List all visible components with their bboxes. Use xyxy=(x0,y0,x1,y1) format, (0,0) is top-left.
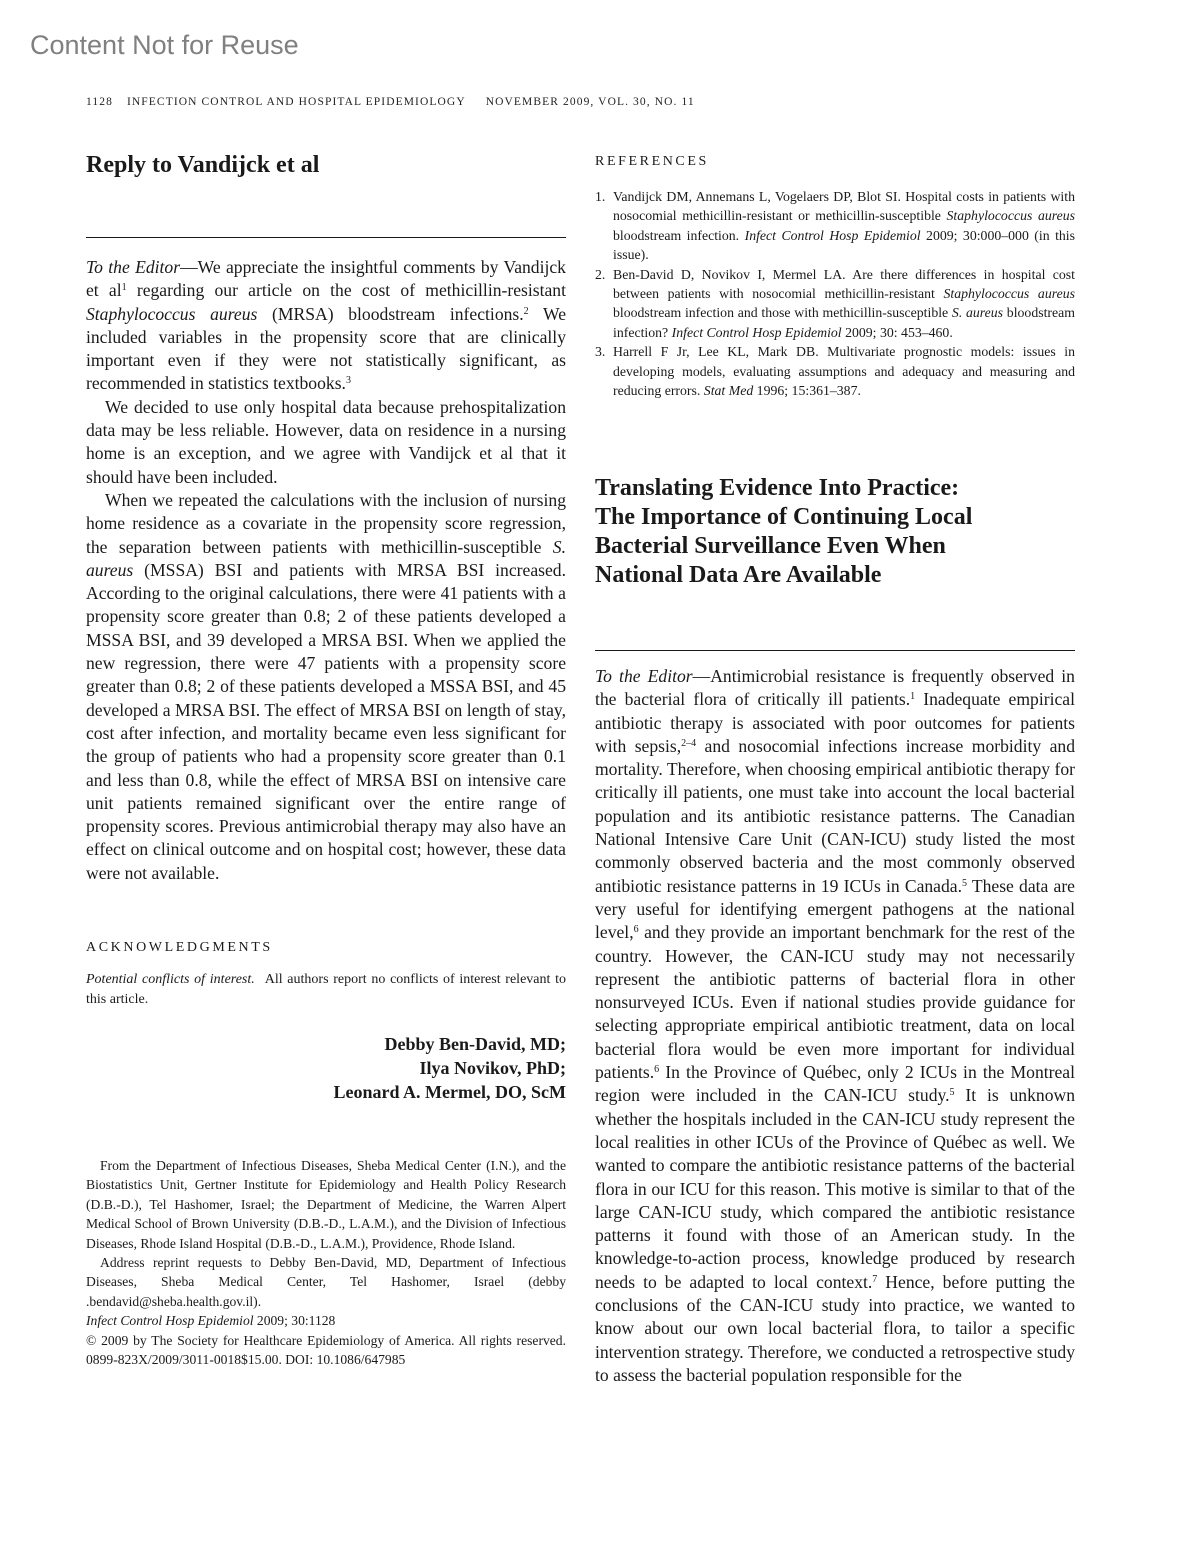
author: Leonard A. Mermel, DO, ScM xyxy=(333,1082,566,1102)
citation-ref: 2 xyxy=(523,305,529,317)
citation-ref: 6 xyxy=(633,924,639,936)
watermark: Content Not for Reuse xyxy=(30,30,299,60)
citation-ref: 6 xyxy=(654,1064,660,1076)
letter1-paragraph-3: When we repeated the calculations with the inclusion of nursing home residence as a covariate in the propensity score regression, the separation between patients with methicillin-susceptible S. aureus (MSSA) BSI and patients with MRSA BSI increased. According to the original calculations, there were 41 patients with a propensity score greater than 0.8; 2 of these patients developed a MSSA BSI, and 39 developed a MRSA BSI. When we applied the new regression, there were 47 patients with a propensity score greater than 0.8; 2 of these patients developed a MSSA BSI, and 45 developed a MRSA BSI. The effect of MRSA BSI on length of stay, cost after infection, and mortality became even less significant for the group of patients who had a propensity score greater than 0.1 and less than 0.8, while the effect of MRSA BSI on intensive care unit patients remained significant over the entire range of propensity scores. Previous antimicrobial therapy may also have an effect on clinical outcome and on hospital cost; however, these data were not available. xyxy=(86,489,566,883)
salutation: To the Editor xyxy=(595,666,693,686)
author: Ilya Novikov, PhD; xyxy=(419,1058,566,1078)
author-list xyxy=(86,1032,566,1104)
letter1-body xyxy=(86,256,566,885)
page-number: 1128 xyxy=(86,96,113,108)
citation-ref: 1 xyxy=(121,282,127,294)
author: Debby Ben-David, MD; xyxy=(384,1034,566,1054)
title-divider-left xyxy=(86,237,566,238)
reference-item: 3. Harrell F Jr, Lee KL, Mark DB. Multivariate prognostic models: issues in developing models, evaluating assumptions and adequacy and measuring and reducing errors. Stat Med 1996; 15:361–387. xyxy=(595,344,1075,399)
citation-ref: 3 xyxy=(345,375,351,387)
letter1-paragraph-1: To the Editor—We appreciate the insightful comments by Vandijck et $al^1$ regarding our article on the cost of methicillin-resistant Staphylococcus aureus (MRSA) bloodstream infections.$^2$ We included variables in the propensity score that are clinically important even if they were not statistically significant, as recommended in statistics textbooks.$^3$ xyxy=(86,257,567,394)
salutation: To the Editor xyxy=(86,257,181,277)
letter1-title: Reply to Vandijck et al xyxy=(86,152,320,178)
copyright: © 2009 by The Society for Healthcare Epidemiology of America. All rights reserved. 0899-823X/2009/3011-0018$15.00. DOI: 10.1086/647985 xyxy=(86,1332,566,1368)
running-head xyxy=(86,96,1086,108)
citation-ref: 7 xyxy=(872,1273,878,1285)
journal-name: INFECTION CONTROL AND HOSPITAL EPIDEMIOLOGY xyxy=(126,96,466,108)
issue-info: NOVEMBER 2009, VOL. 30, NO. 11 xyxy=(485,96,695,108)
citation-ref: 5 xyxy=(962,877,967,889)
citation-ref: 2–4 xyxy=(681,737,697,749)
reference-list xyxy=(595,187,1075,400)
letter1-paragraph-2: We decided to use only hospital data because prehospitalization data may be less reliable. However, data on residence in a nursing home is an exception, and we agree with Vandijck et al that it should have been included. xyxy=(86,396,566,487)
acknowledgments-text: Potential conflicts of interest. All authors report no conflicts of interest relevant to this article. xyxy=(86,972,566,1007)
letter2-body xyxy=(595,665,1075,1387)
title-divider-right xyxy=(595,650,1075,651)
citation-line: Infect Control Hosp Epidemiol 2009; 30:1128 xyxy=(86,1313,336,1329)
reference-item: 2. Ben-David D, Novikov I, Mermel LA. Are there differences in hospital cost between patients with nosocomial methicillin-resistant Staphylococcus aureus bloodstream infection and those with methicillin-susceptible S. aureus bloodstream infection? Infect Control Hosp Epidemiol 2009; 30: 453–460. xyxy=(595,266,1076,340)
citation-ref: 5 xyxy=(949,1087,955,1099)
acknowledgments-heading: ACKNOWLEDGMENTS xyxy=(86,940,273,955)
references-heading: REFERENCES xyxy=(595,154,709,169)
affiliation-block xyxy=(86,1156,566,1369)
affiliation: From the Department of Infectious Diseases, Sheba Medical Center (I.N.), and the Biostatistics Unit, Gertner Institute for Epidemiology and Health Policy Research (D.B.-D.), Tel Hashomer, Israel; the Department of Medicine, the Warren Alpert Medical School of Brown University (D.B.-D., L.A.M.), and the Division of Infectious Diseases, Rhode Island Hospital (D.B.-D., L.A.M.), Providence, Rhode Island. xyxy=(86,1158,566,1251)
letter2-paragraph-1: To the Editor—Antimicrobial resistance is frequently observed in the bacterial flora of critically ill patients.$^1$ Inadequate empirical antibiotic therapy is associated with poor outcomes for patients with sepsis,$^{2-4}$ and nosocomial infections increase morbidity and mortality. Therefore, when choosing empirical antibiotic therapy for critically ill patients, one must take into account the local bacterial population and its antibiotic resistance patterns. The Canadian National Intensive Care Unit (CAN-ICU) study listed the most commonly observed bacteria and the most commonly observed antibiotic resistance patterns in 19 ICUs in Canada.$^5$ These data are very useful for identifying emergent pathogens at the national level,$^6$ and they provide an important benchmark for the rest of the country. However, the CAN-ICU study may not necessarily represent the antibiotic patterns of bacterial flora in other nonsurveyed ICUs. Even if national studies provide guidance for selecting appropriate empirical antibiotic treatment, data on local bacterial flora would be even more important for individual patients.$^6$ In the Province of Québec, only 2 ICUs in the Montreal region were included in the CAN-ICU study.$^5$ It is unknown whether the hospitals included in the CAN-ICU study represent the local realities in other ICUs of the Province of Québec as well. We wanted to compare the antibiotic resistance patterns of the bacterial flora in our ICU for this reason. This motive is similar to that of the large CAN-ICU study, which compared the antibiotic resistance patterns it found with those of an American study. In the knowledge-to-action process, knowledge produced by research needs to be adapted to local context.$^7$ Hence, before putting the conclusions of the CAN-ICU study into practice, we wanted to know about our own local bacterial flora, to tailor a specific intervention strategy. Therefore, we conducted a retrospective study to assess the bacterial population responsible for the xyxy=(595,666,1075,1385)
reprint-address: Address reprint requests to Debby Ben-David, MD, Department of Infectious Diseases, Sheba Medical Center, Tel Hashomer, Israel (debby .bendavid@sheba.health.gov.il). xyxy=(86,1255,566,1309)
reference-item: 1. Vandijck DM, Annemans L, Vogelaers DP, Blot SI. Hospital costs in patients with nosocomial methicillin-resistant or methicillin-susceptible Staphylococcus aureus bloodstream infection. Infect Control Hosp Epidemiol 2009; 30:000–000 (in this issue). xyxy=(595,189,1076,263)
letter2-title: Translating Evidence Into Practice: The Importance of Continuing Local Bacterial Surveillance Even When National Data Are Available xyxy=(595,475,973,588)
citation-ref: 1 xyxy=(910,691,916,703)
